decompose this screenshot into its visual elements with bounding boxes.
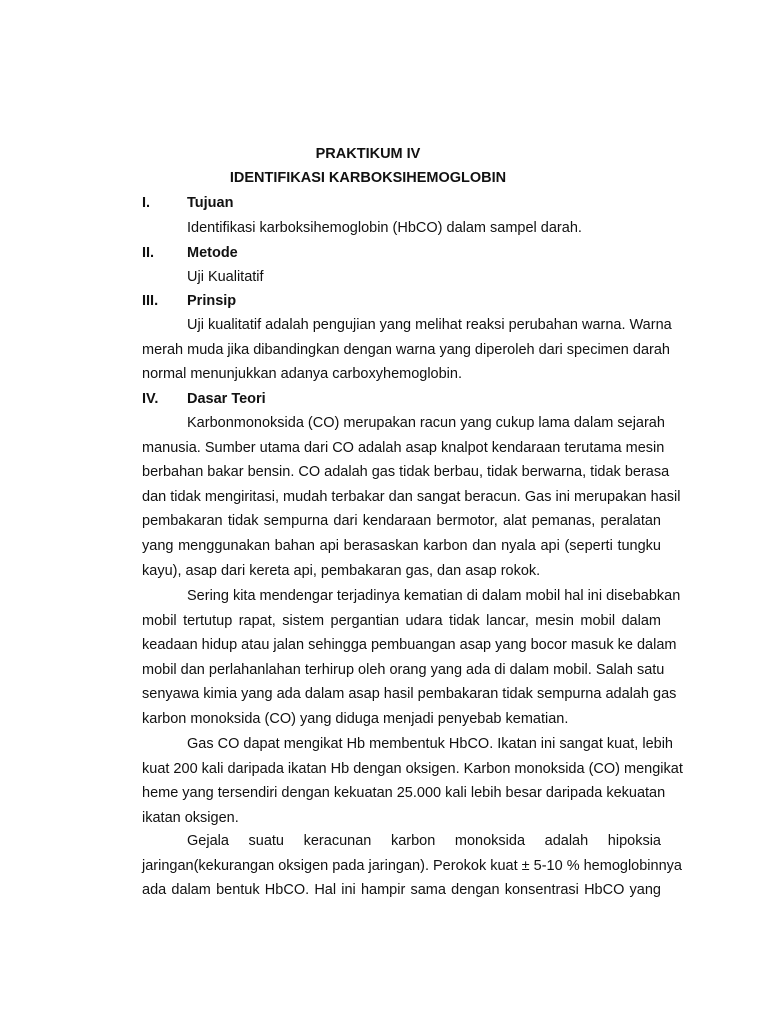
- teori-paragraph-1: [142, 411, 681, 583]
- tujuan-text: Identifikasi karboksihemoglobin (HbCO) dalam sampel darah.: [187, 220, 582, 236]
- section-heading-metode: Metode: [187, 245, 238, 261]
- text-line: Sering kita mendengar terjadinya kematian di dalam mobil hal ini disebabkan: [187, 588, 681, 604]
- text-line: ada dalam bentuk HbCO. Hal ini hampir sama dengan konsentrasi HbCO yang: [142, 882, 661, 899]
- document-subtitle: IDENTIFIKASI KARBOKSIHEMOGLOBIN: [229, 170, 507, 186]
- document-title: PRAKTIKUM IV: [315, 146, 421, 162]
- text-line: jaringan(kekurangan oksigen pada jaringan). Perokok kuat ± 5-10 % hemoglobinnya: [142, 857, 682, 874]
- metode-text: Uji Kualitatif: [187, 269, 264, 285]
- teori-paragraph-3: [142, 732, 683, 830]
- section-number-1: I.: [142, 195, 151, 211]
- section-heading-prinsip: Prinsip: [187, 293, 237, 309]
- text-line: Gas CO dapat mengikat Hb membentuk HbCO. Ikatan ini sangat kuat, lebih: [187, 736, 673, 752]
- prinsip-paragraph: [142, 313, 672, 387]
- section-heading-tujuan: Tujuan: [187, 195, 234, 211]
- text-line: Karbonmonoksida (CO) merupakan racun yang cukup lama dalam sejarah: [187, 415, 665, 431]
- text-line: keadaan hidup atau jalan sehingga pembuangan asap yang bocor masuk ke dalam: [142, 637, 677, 654]
- section-number-4: IV.: [142, 391, 159, 407]
- text-line: karbon monoksida (CO) yang diduga menjadi penyebab kematian.: [142, 710, 569, 727]
- text-line: kuat 200 kali daripada ikatan Hb dengan oksigen. Karbon monoksida (CO) mengikat: [142, 760, 683, 777]
- text-line: yang menggunakan bahan api berasaskan karbon dan nyala api (seperti tungku: [142, 537, 661, 554]
- text-line: heme yang tersendiri dengan kekuatan 25.000 kali lebih besar daripada kekuatan: [142, 785, 666, 802]
- text-line: Uji kualitatif adalah pengujian yang melihat reaksi perubahan warna. Warna: [187, 317, 672, 333]
- teori-paragraph-2: [142, 584, 681, 732]
- text-line: manusia. Sumber utama dari CO adalah asap knalpot kendaraan terutama mesin: [142, 439, 665, 456]
- text-line: pembakaran tidak sempurna dari kendaraan bermotor, alat pemanas, peralatan: [142, 513, 661, 530]
- text-line: merah muda jika dibandingkan dengan warna yang diperoleh dari specimen darah: [142, 341, 670, 358]
- section-heading-dasar-teori: Dasar Teori: [187, 391, 266, 407]
- text-line: senyawa kimia yang ada dalam asap hasil pembakaran tidak sempurna adalah gas: [142, 686, 677, 703]
- text-line: ikatan oksigen.: [142, 809, 239, 826]
- text-line: kayu), asap dari kereta api, pembakaran gas, dan asap rokok.: [142, 562, 541, 579]
- text-line: berbahan bakar bensin. CO adalah gas tidak berbau, tidak berwarna, tidak berasa: [142, 464, 670, 481]
- text-line: normal menunjukkan adanya carboxyhemoglobin.: [142, 366, 462, 383]
- text-line: mobil dan perlahanlahan terhirup oleh orang yang ada di dalam mobil. Salah satu: [142, 661, 665, 678]
- text-line: Gejala suatu keracunan karbon monoksida adalah hipoksia: [187, 833, 661, 849]
- teori-paragraph-4: [142, 829, 682, 903]
- section-number-2: II.: [142, 245, 155, 261]
- section-number-3: III.: [142, 293, 159, 309]
- text-line: dan tidak mengiritasi, mudah terbakar dan sangat beracun. Gas ini merupakan hasil: [142, 488, 681, 505]
- text-line: mobil tertutup rapat, sistem pergantian udara tidak lancar, mesin mobil dalam: [142, 612, 661, 629]
